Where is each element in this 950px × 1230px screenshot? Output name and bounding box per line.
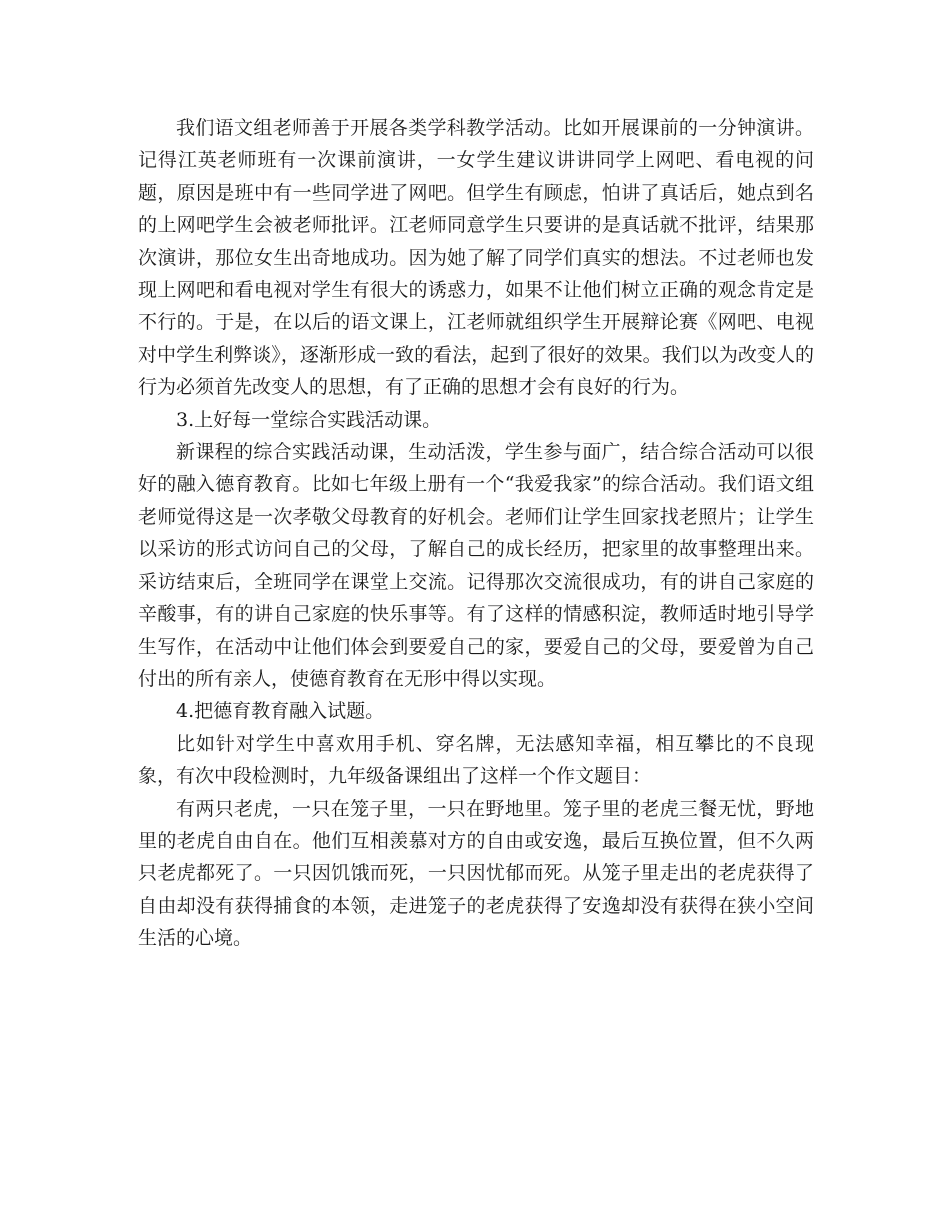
- paragraph-exam-intro: 比如针对学生中喜欢用手机、穿名牌，无法感知幸福，相互攀比的不良现象，有次中段检测时，九年级备课组出了这样一个作文题目：: [138, 732, 814, 788]
- document-body: [138, 112, 814, 955]
- paragraph-tiger-story: 有两只老虎，一只在笼子里，一只在野地里。笼子里的老虎三餐无忧，野地里的老虎自由自在。他们互相羡慕对方的自由或安逸，最后互换位置，但不久两只老虎都死了。一只因饥饿而死，一只因忧郁而死。从笼子里走出的老虎获得了自由却没有获得捕食的本领，走进笼子的老虎获得了安逸却没有获得在狭小空间生活的心境。: [138, 797, 814, 950]
- section-heading-3: 3.上好每一堂综合实践活动课。: [176, 408, 442, 431]
- paragraph-speech-activity: 我们语文组老师善于开展各类学科教学活动。比如开展课前的一分钟演讲。记得江英老师班有一次课前演讲，一女学生建议讲讲同学上网吧、看电视的问题，原因是班中有一些同学进了网吧。但学生有顾虑，怕讲了真话后，她点到名的上网吧学生会被老师批评。江老师同意学生只要讲的是真话就不批评，结果那次演讲，那位女生出奇地成功。因为她了解了同学们真实的想法。不过老师也发现上网吧和看电视对学生有很大的诱惑力，如果不让他们树立正确的观念肯定是不行的。于是，在以后的语文课上，江老师就组织学生开展辩论赛《网吧、电视对中学生利弊谈》，逐渐形成一致的看法，起到了很好的效果。我们以为改变人的行为必须首先改变人的思想，有了正确的思想才会有良好的行为。: [138, 117, 814, 399]
- section-heading-4: 4.把德育教育融入试题。: [176, 700, 385, 723]
- paragraph-practice-class: 新课程的综合实践活动课，生动活泼，学生参与面广，结合综合活动可以很好的融入德育教育。比如七年级上册有一个“我爱我家”的综合活动。我们语文组老师觉得这是一次孝敬父母教育的好机会。老师们让学生回家找老照片；让学生以采访的形式访问自己的父母，了解自己的成长经历，把家里的故事整理出来。采访结束后，全班同学在课堂上交流。记得那次交流很成功，有的讲自己家庭的辛酸事，有的讲自己家庭的快乐事等。有了这样的情感积淀，教师适时地引导学生写作，在活动中让他们体会到要爱自己的家，要爱自己的父母，要爱曾为自己付出的所有亲人，使德育教育在无形中得以实现。: [138, 441, 814, 690]
